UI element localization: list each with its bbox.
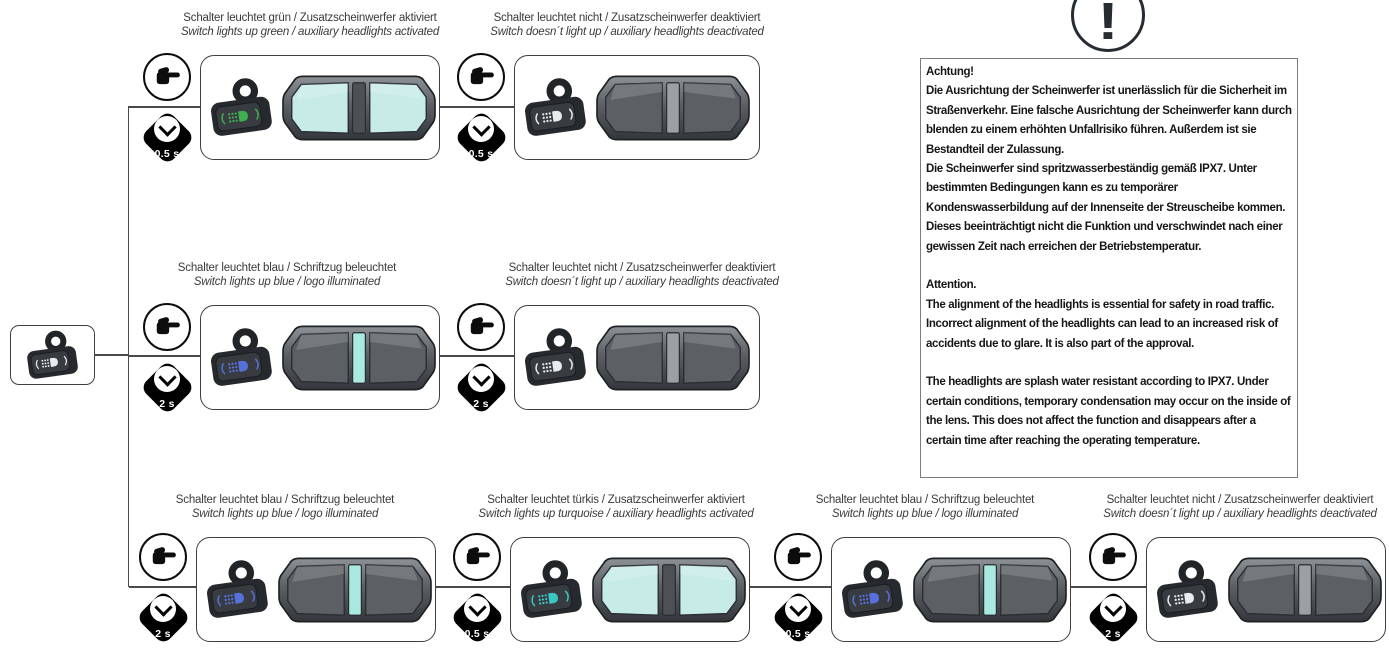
- hand-press-icon: [457, 303, 505, 351]
- spacer: [926, 354, 1292, 373]
- pointing-hand-icon: [465, 311, 498, 344]
- caption-en: Switch doesn´t light up / auxiliary headlights deactivated: [490, 25, 764, 38]
- connector-line: [129, 106, 200, 108]
- hand-press-icon: [1089, 533, 1137, 581]
- press-duration: 2 s: [473, 398, 489, 410]
- headlight-switch-icon: [520, 327, 592, 389]
- state-panel: [514, 305, 760, 410]
- caption-de: Schalter leuchtet grün / Zusatzscheinwerfer aktiviert: [183, 12, 437, 24]
- step-caption: [117, 262, 457, 289]
- press-duration: 0.5 s: [154, 148, 180, 160]
- state-panel: [200, 55, 440, 160]
- step-caption: [457, 12, 797, 39]
- caption-de: Schalter leuchtet türkis / Zusatzscheinwerfer aktiviert: [487, 494, 745, 506]
- headlight-switch-icon: [837, 559, 909, 621]
- caption-de: Schalter leuchtet nicht / Zusatzscheinwerfer deaktiviert: [1106, 494, 1374, 506]
- press-duration: 0.5 s: [464, 628, 490, 640]
- clock-face-icon: [1100, 596, 1126, 622]
- auxiliary-headlight-image: [595, 323, 751, 393]
- state-panel: [200, 305, 440, 410]
- connector-line: [1071, 586, 1146, 588]
- auxiliary-headlight-image: [281, 73, 437, 143]
- hand-press-icon: [453, 533, 501, 581]
- step-caption: [140, 12, 480, 39]
- state-panel: [514, 55, 760, 160]
- headlight-switch-icon: [516, 559, 588, 621]
- press-duration: 2 s: [1105, 628, 1121, 640]
- warning-paragraph-en: The alignment of the headlights is essential for safety in road traffic. Incorrect alignment of the headlights can lead to an increased risk of accidents due to glare. It is also part of the approval.: [926, 298, 1278, 350]
- clock-icon: [1085, 589, 1141, 645]
- hand-press-icon: [457, 53, 505, 101]
- warning-title-en: Attention.: [926, 279, 977, 292]
- caption-de: Schalter leuchtet nicht / Zusatzscheinwerfer deaktiviert: [508, 262, 776, 274]
- step-caption: [472, 262, 812, 289]
- clock-face-icon: [150, 596, 176, 622]
- caption-de: Schalter leuchtet blau / Schriftzug beleuchtet: [175, 494, 395, 506]
- caption-en: Switch doesn´t light up / auxiliary headlights deactivated: [1103, 507, 1377, 520]
- state-panel: [196, 537, 436, 642]
- headlight-switch-icon: [520, 77, 592, 139]
- auxiliary-headlight-image: [281, 323, 437, 393]
- connector-line: [129, 586, 196, 588]
- connector-line: [129, 355, 200, 357]
- headlight-switch-icon: [23, 330, 83, 381]
- clock-icon: [453, 109, 509, 165]
- caption-en: Switch lights up turquoise / auxiliary headlights activated: [478, 507, 754, 520]
- headlight-switch-icon: [206, 77, 278, 139]
- clock-icon: [453, 359, 509, 415]
- caption-en: Switch lights up blue / logo illuminated: [191, 507, 379, 520]
- caption-en: Switch lights up blue / logo illuminated: [193, 275, 381, 288]
- warning-paragraph-de: Die Ausrichtung der Scheinwerfer ist unerlässlich für die Sicherheit im Straßenverkehr. Eine falsche Ausrichtung der Scheinwerfer kann durch blenden zu einem erhöhten Unfallrisiko führen. Außerdem ist sie Bestandteil der Zulassung.: [926, 85, 1292, 156]
- caption-en: Switch lights up green / auxiliary headlights activated: [180, 25, 440, 38]
- exclamation-glyph: !: [1097, 0, 1119, 51]
- press-duration: 2 s: [155, 628, 171, 640]
- headlight-switch-icon: [202, 559, 274, 621]
- auxiliary-headlight-image: [277, 555, 433, 625]
- connector-line: [750, 586, 831, 588]
- warning-paragraph-de: Die Scheinwerfer sind spritzwasserbeständig gemäß IPX7. Unter bestimmten Bedingungen kann es zu temporärer Kondenswasserbildung auf der Innenseite der Streuscheibe kommen. Dieses beeinträchtigt nicht die Funktion und verschwindet nach einer gewissen Zeit nach erreichen der Betriebstemperatur.: [926, 163, 1286, 253]
- pointing-hand-icon: [147, 541, 180, 574]
- source-switch-box: [10, 325, 95, 385]
- clock-face-icon: [468, 366, 494, 392]
- state-panel: [831, 537, 1071, 642]
- connector-line: [440, 355, 514, 357]
- hand-press-icon: [774, 533, 822, 581]
- connector-line: [436, 586, 510, 588]
- caption-en: Switch lights up blue / logo illuminated: [831, 507, 1019, 520]
- press-duration: 0.5 s: [468, 148, 494, 160]
- pointing-hand-icon: [782, 541, 815, 574]
- hand-press-icon: [143, 53, 191, 101]
- connector-line: [440, 106, 514, 108]
- connector-line: [95, 354, 128, 356]
- press-duration: 2 s: [159, 398, 175, 410]
- state-panel: [510, 537, 750, 642]
- press-duration: 0.5 s: [785, 628, 811, 640]
- clock-icon: [139, 109, 195, 165]
- clock-icon: [139, 359, 195, 415]
- warning-text-box: [920, 58, 1298, 478]
- hand-press-icon: [143, 303, 191, 351]
- clock-icon: [770, 589, 826, 645]
- caption-de: Schalter leuchtet blau / Schriftzug beleuchtet: [177, 262, 397, 274]
- warning-title-de: Achtung!: [926, 66, 974, 78]
- caption-en: Switch doesn´t light up / auxiliary headlights deactivated: [505, 275, 779, 288]
- step-caption: [755, 494, 1095, 521]
- step-caption: [446, 494, 786, 521]
- pointing-hand-icon: [461, 541, 494, 574]
- pointing-hand-icon: [1097, 541, 1130, 574]
- warning-paragraph-en: The headlights are splash water resistant according to IPX7. Under certain conditions, temporary condensation may occur on the inside of the lens. This does not affect the function and disappears after a certain time after reaching the operating temperature.: [926, 376, 1291, 447]
- state-panel: [1146, 537, 1386, 642]
- pointing-hand-icon: [465, 61, 498, 94]
- auxiliary-headlight-image: [1227, 555, 1383, 625]
- auxiliary-headlight-image: [912, 555, 1068, 625]
- auxiliary-headlight-image: [591, 555, 747, 625]
- clock-face-icon: [154, 366, 180, 392]
- clock-face-icon: [468, 116, 494, 142]
- clock-face-icon: [464, 596, 490, 622]
- pointing-hand-icon: [151, 61, 184, 94]
- step-caption: [1070, 494, 1389, 521]
- spacer: [926, 257, 1292, 276]
- auxiliary-headlight-image: [595, 73, 751, 143]
- clock-icon: [135, 589, 191, 645]
- clock-icon: [449, 589, 505, 645]
- clock-face-icon: [154, 116, 180, 142]
- pointing-hand-icon: [151, 311, 184, 344]
- step-caption: [115, 494, 455, 521]
- clock-face-icon: [785, 596, 811, 622]
- hand-press-icon: [139, 533, 187, 581]
- caption-de: Schalter leuchtet nicht / Zusatzscheinwerfer deaktiviert: [493, 12, 761, 24]
- headlight-switch-icon: [206, 327, 278, 389]
- headlight-switch-icon: [1152, 559, 1224, 621]
- caption-de: Schalter leuchtet blau / Schriftzug beleuchtet: [815, 494, 1035, 506]
